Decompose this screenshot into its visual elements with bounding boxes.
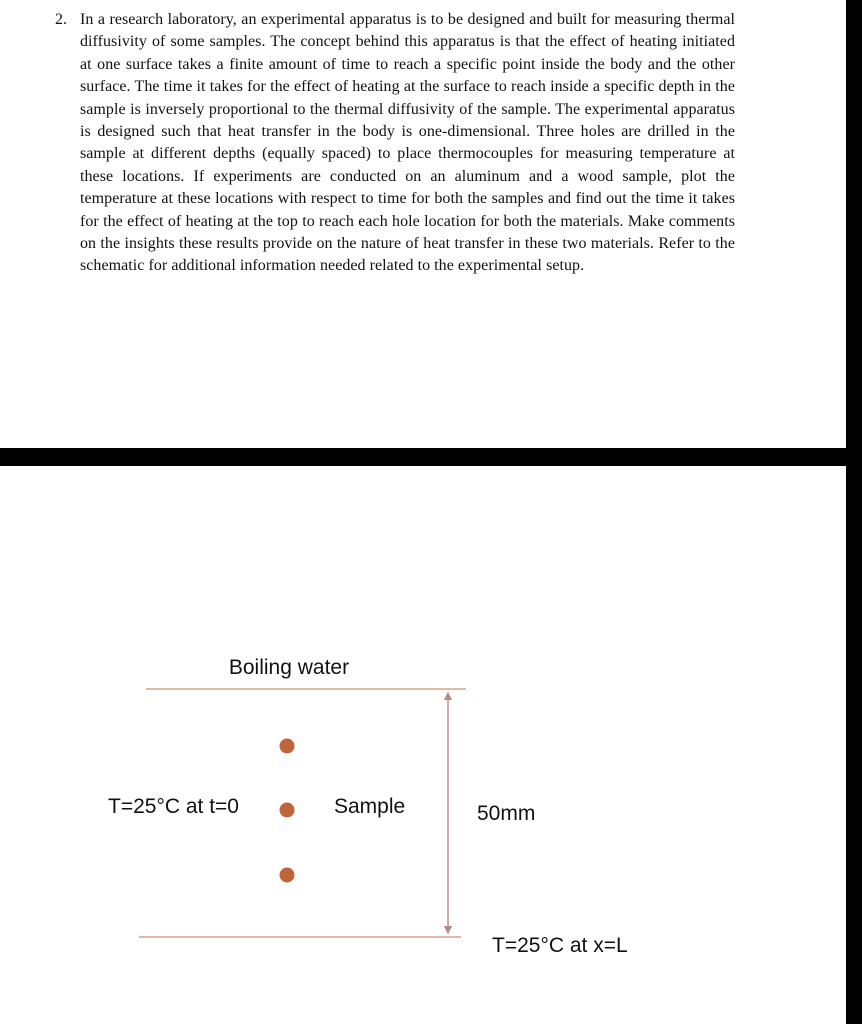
thermocouple-hole (280, 803, 295, 818)
problem-text: In a research laboratory, an experimental apparatus is to be designed and built for measuring thermal diffusivity of some samples. The concept behind this apparatus is that the effect of heating initiated at one surface takes a finite amount of time to reach a specific point inside the body and the other surface. The time it takes for the effect of heating at the surface to reach inside a specific depth in the sample is inversely proportional to the thermal diffusivity of the sample. The experimental apparatus is designed such that heat transfer in the body is one-dimensional. Three holes are drilled in the sample at different depths (equally spaced) to place thermocouples for measuring temperature at these locations. If experiments are conducted on an aluminum and a wood sample, plot the temperature at these locations with respect to time for both the samples and find out the time it takes for the effect of heating at the top to reach each hole location for both the materials. Make comments on the insights these results provide on the nature of heat transfer in these two materials. Refer to the schematic for additional information needed related to the experimental setup. (80, 11, 735, 275)
problem-statement (55, 9, 735, 278)
thickness-label: 50mm (477, 802, 536, 825)
thermocouple-hole (280, 739, 295, 754)
bottom-condition-label: T=25°C at x=L (492, 934, 628, 957)
sample-label: Sample (334, 795, 406, 818)
boiling-water-label: Boiling water (228, 656, 350, 679)
problem-number: 2. (55, 11, 67, 28)
thermocouple-hole (280, 868, 295, 883)
page-separator-band (0, 448, 862, 466)
experimental-schematic (0, 466, 846, 1024)
initial-condition-label: T=25°C at t=0 (108, 795, 239, 818)
scan-border-right (846, 0, 862, 1024)
